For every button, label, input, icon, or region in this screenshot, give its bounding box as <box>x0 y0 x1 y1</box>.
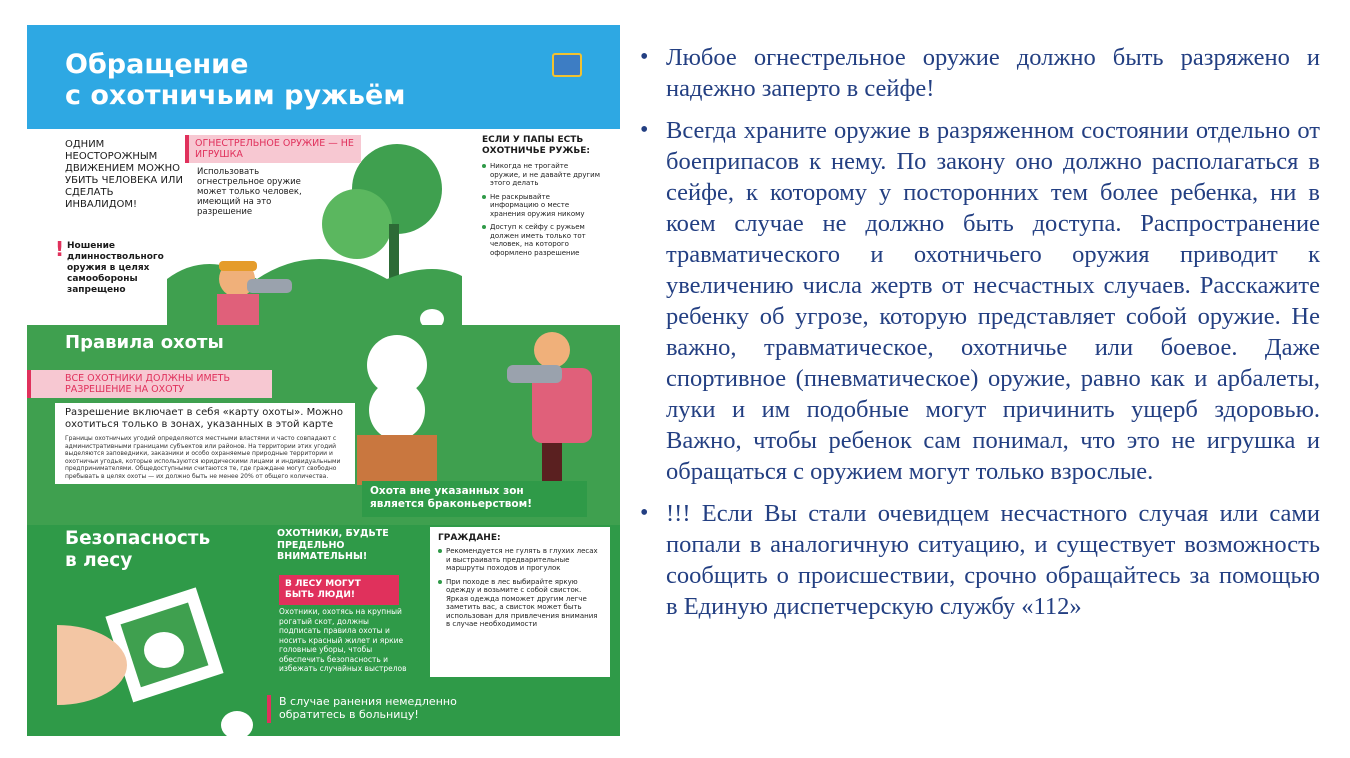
not-toy-text: Использовать огнестрельное оружие может только человек, имеющий на это разрешение <box>197 167 302 217</box>
father-item: Не раскрывайте информацию о месте хранения оружия никому <box>482 193 600 219</box>
rules-box <box>55 403 355 484</box>
hunter-illustration <box>327 325 620 485</box>
bullet-dot-icon: • <box>640 117 649 143</box>
citizens-heading: ГРАЖДАНЕ: <box>438 533 501 543</box>
father-heading: ЕСЛИ У ПАПЫ ЕСТЬ ОХОТНИЧЬЕ РУЖЬЕ: <box>482 135 591 156</box>
citizens-item: При походе в лес выбирайте яркую одежду и возьмите с собой свисток. Яркая одежда поможет другим легче заметить вас, а свисток может быть использован для привлечения внимания в случае необходимости <box>438 578 602 629</box>
father-rules <box>482 135 600 262</box>
slide-bullet <box>640 42 1320 104</box>
hunters-text: Охотники, охотясь на крупный рогатый скот, должны подписать правила охоты и носить красный жилет и яркие головные уборы, чтобы обеспечить безопасность и избежать случайных выстрелов <box>279 607 407 673</box>
poster-title-line1: Обращение <box>65 49 249 80</box>
slide-bullet-text: Всегда храните оружие в разряженном состоянии отдельно от боеприпасов к нему. По закону оно должно располагаться в сейфе, к которому у посторонних тем более ребенка, ни в коем случае не должно быть доступа. Распространение травматического и охотничьего оружия приводит к увеличению числа жертв от несчастных случаев. Расскажите ребенку об угрозе, которую представляет собой оружие. Не важно, травматическое, охотничье или боевое. Даже спортивное (пневматическое) оружие, равно как и арбалеты, луки и им подобные могут причинить ущерб здоровью. Важно, чтобы ребенок сам понимал, что это не игрушка и обращаться с оружием могут только взрослые. <box>666 117 1320 485</box>
bullet-dot-icon: • <box>640 44 649 70</box>
citizens-item: Рекомендуется не гулять в глухих лесах и выстраивать предварительные маршруты походов и прогулок <box>438 547 602 573</box>
rules-fine: Границы охотничьих угодий определяются местными властями и часто совпадают с административными границами субъектов или районов. На территории этих угодий выделяются заповедники, заказники и особо охраняемые природные территории и охотничьи угодья, которые используются юридическими лицами и индивидуальными предпринимателями. Общедоступными считаются те, где граждане могут свободно пребывать в целях охоты — их должно быть не менее 20% от общего количества. <box>65 435 341 480</box>
rules-title: Правила охоты <box>65 332 224 353</box>
wearing-warning: Ношение длинноствольного оружия в целях самообороны запрещено <box>67 241 164 295</box>
intro-warning: ОДНИМ НЕОСТОРОЖНЫМ ДВИЖЕНИЕМ МОЖНО УБИТЬ ЧЕЛОВЕКА ИЛИ СДЕЛАТЬ ИНВАЛИДОМ! <box>65 139 183 210</box>
citizens-box <box>430 527 610 677</box>
slide-bullet-list <box>640 42 1320 633</box>
not-toy-label: ОГНЕСТРЕЛЬНОЕ ОРУЖИЕ — НЕ ИГРУШКА <box>185 135 361 163</box>
coat-of-arms-icon <box>552 53 582 77</box>
safety-title <box>65 528 210 572</box>
hunters-attention: ОХОТНИКИ, БУДЬТЕ ПРЕДЕЛЬНО ВНИМАТЕЛЬНЫ! <box>277 528 389 562</box>
rules-lead: Разрешение включает в себя «карту охоты». Можно охотиться только в зонах, указанных в этой карте <box>65 407 343 430</box>
rules-label: ВСЕ ОХОТНИКИ ДОЛЖНЫ ИМЕТЬ РАЗРЕШЕНИЕ НА ОХОТУ <box>27 370 272 398</box>
hand-photo-illustration <box>57 585 267 736</box>
slide-bullet <box>640 498 1320 622</box>
slide-bullet-text: !!! Если Вы стали очевидцем несчастного случая или сами попали в аналогичную ситуацию, и существует возможность сообщить о происшествии, срочно обращайтесь за помощью в Единую диспетчерскую службу «112» <box>666 500 1320 620</box>
safety-title-line1: Безопасность <box>65 528 211 549</box>
father-item: Доступ к сейфу с ружьем должен иметь только тот человек, на которого оформлено разрешение <box>482 223 600 257</box>
safety-title-line2: в лесу <box>65 550 133 571</box>
father-item: Никогда не трогайте оружие, и не давайте другим этого делать <box>482 162 600 188</box>
poaching-banner: Охота вне указанных зон является браконьерством! <box>362 481 587 517</box>
hospital-text: В случае ранения немедленно обратитесь в больницу! <box>279 695 457 721</box>
bullet-dot-icon: • <box>640 500 649 526</box>
hospital-marker <box>267 695 271 723</box>
people-in-forest-badge: В ЛЕСУ МОГУТ БЫТЬ ЛЮДИ! <box>279 575 399 605</box>
slide-bullet <box>640 115 1320 487</box>
poster-title <box>65 49 405 111</box>
hunting-rifle-poster <box>27 25 620 736</box>
slide-bullet-text: Любое огнестрельное оружие должно быть разряжено и надежно заперто в сейфе! <box>666 44 1320 102</box>
exclamation-icon: ! <box>55 237 65 261</box>
poster-title-line2: с охотничьим ружьём <box>65 80 406 111</box>
